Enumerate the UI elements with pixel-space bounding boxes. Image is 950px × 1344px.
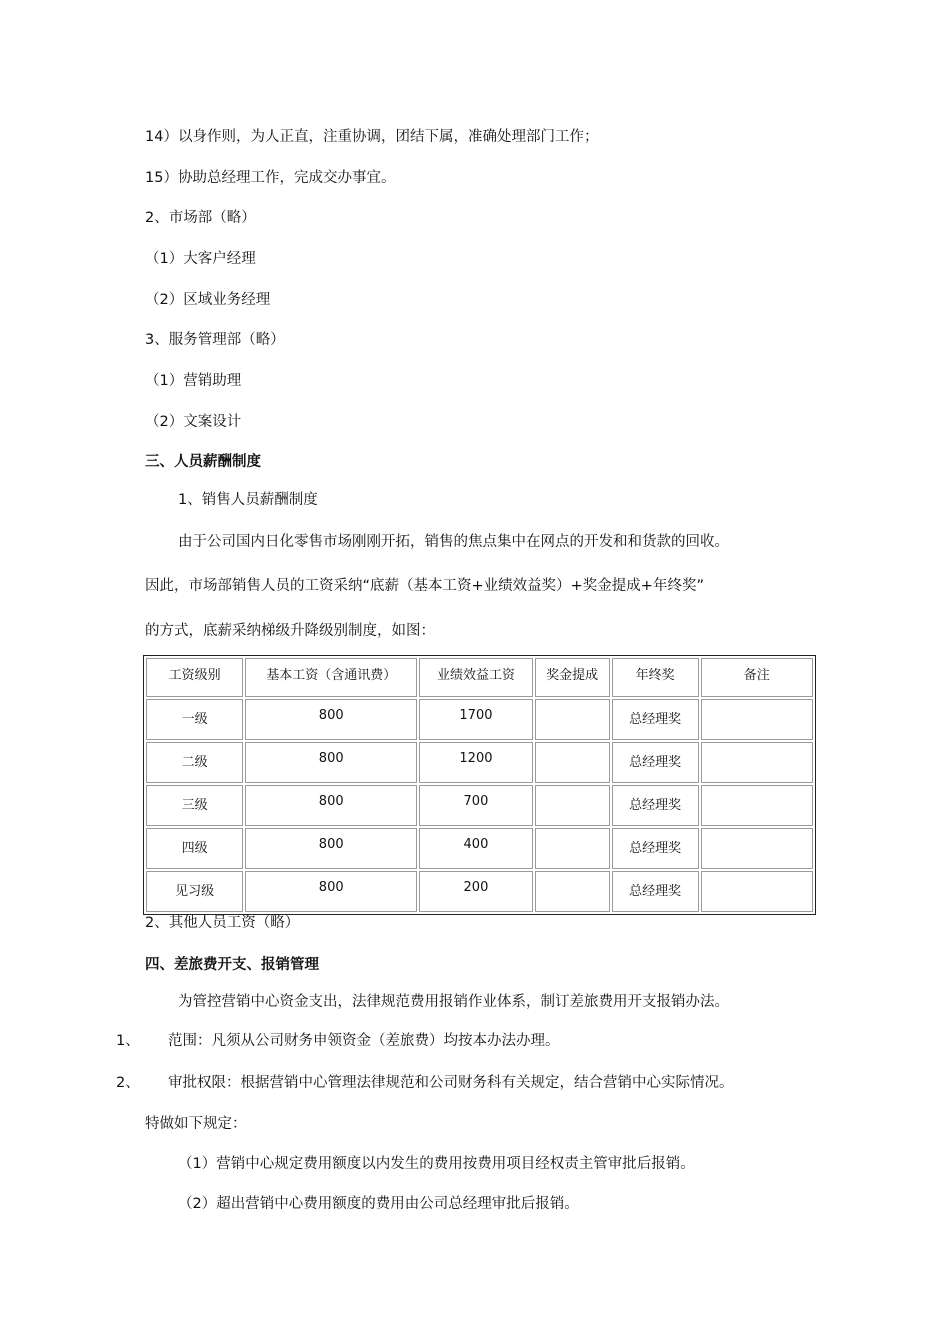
table-row — [146, 828, 813, 869]
duty-item-14: 14）以身作则，为人正直，注重协调，团结下属，准确处理部门工作； — [145, 129, 599, 145]
subsection-1-heading: 1、销售人员薪酬制度 — [178, 492, 318, 508]
service-role-1: （1）营销助理 — [145, 373, 242, 389]
table-cell — [535, 828, 610, 869]
table-header-cell: 工资级别 — [146, 658, 243, 697]
table-cell: 总经理奖 — [612, 871, 699, 912]
rules-intro: 特做如下规定： — [145, 1116, 247, 1132]
table-header-cell: 年终奖 — [612, 658, 699, 697]
section-4-heading: 四、差旅费开支、报销管理 — [145, 957, 319, 973]
table-header-cell: 备注 — [701, 658, 813, 697]
table-cell: 总经理奖 — [612, 785, 699, 826]
table-cell: 800 — [245, 699, 417, 740]
table-cell — [535, 742, 610, 783]
table-cell: 四级 — [146, 828, 243, 869]
section-3-heading: 三、人员薪酬制度 — [145, 454, 261, 470]
table-cell — [701, 699, 813, 740]
item-1-number: 1、 — [116, 1033, 140, 1049]
table-header-cell: 奖金提成 — [535, 658, 610, 697]
market-role-2: （2）区域业务经理 — [145, 292, 271, 308]
item-2-number: 2、 — [116, 1075, 140, 1091]
subsection-2-heading: 2、其他人员工资（略） — [145, 915, 300, 931]
salary-paragraph-line-3: 的方式，底薪采纳梯级升降级别制度，如图： — [145, 623, 435, 639]
salary-paragraph-line-1: 由于公司国内日化零售市场刚刚开拓，销售的焦点集中在网点的开发和和货款的回收。 — [178, 534, 729, 550]
table-row — [146, 699, 813, 740]
table-cell: 二级 — [146, 742, 243, 783]
table-cell: 800 — [245, 828, 417, 869]
table-cell: 1700 — [419, 699, 532, 740]
market-dept-heading: 2、市场部（略） — [145, 210, 256, 226]
rule-2: （2）超出营销中心费用额度的费用由公司总经理审批后报销。 — [178, 1196, 579, 1212]
table-cell: 见习级 — [146, 871, 243, 912]
table-cell — [535, 699, 610, 740]
market-role-1: （1）大客户经理 — [145, 251, 256, 267]
table-cell: 200 — [419, 871, 532, 912]
table-row — [146, 785, 813, 826]
duty-item-15: 15）协助总经理工作，完成交办事宜。 — [145, 170, 396, 186]
service-dept-heading: 3、服务管理部（略） — [145, 332, 285, 348]
item-2-text: 审批权限：根据营销中心管理法律规范和公司财务科有关规定，结合营销中心实际情况。 — [168, 1075, 734, 1091]
table-cell: 三级 — [146, 785, 243, 826]
table-cell: 一级 — [146, 699, 243, 740]
table-header-cell: 基本工资（含通讯费） — [245, 658, 417, 697]
service-role-2: （2）文案设计 — [145, 414, 242, 430]
table-cell: 400 — [419, 828, 532, 869]
table-cell: 800 — [245, 785, 417, 826]
table-cell — [535, 785, 610, 826]
travel-paragraph: 为管控营销中心资金支出，法律规范费用报销作业体系，制订差旅费用开支报销办法。 — [178, 994, 729, 1010]
table-cell — [701, 742, 813, 783]
table-header-cell: 业绩效益工资 — [419, 658, 532, 697]
table-row — [146, 742, 813, 783]
table-cell: 800 — [245, 742, 417, 783]
table-cell: 总经理奖 — [612, 742, 699, 783]
table-cell — [535, 871, 610, 912]
table-cell: 700 — [419, 785, 532, 826]
table-cell — [701, 871, 813, 912]
item-1-text: 范围：凡须从公司财务申领资金（差旅费）均按本办法办理。 — [168, 1033, 560, 1049]
table-cell: 1200 — [419, 742, 532, 783]
table-cell: 800 — [245, 871, 417, 912]
table-cell: 总经理奖 — [612, 828, 699, 869]
table-header-row — [146, 658, 813, 697]
table-cell — [701, 785, 813, 826]
salary-paragraph-line-2: 因此，市场部销售人员的工资采纳“底薪（基本工资+业绩效益奖）+奖金提成+年终奖” — [145, 578, 704, 594]
salary-grade-table — [143, 655, 816, 915]
table-cell: 总经理奖 — [612, 699, 699, 740]
table-cell — [701, 828, 813, 869]
rule-1: （1）营销中心规定费用额度以内发生的费用按费用项目经权责主管审批后报销。 — [178, 1156, 695, 1172]
table-row — [146, 871, 813, 912]
